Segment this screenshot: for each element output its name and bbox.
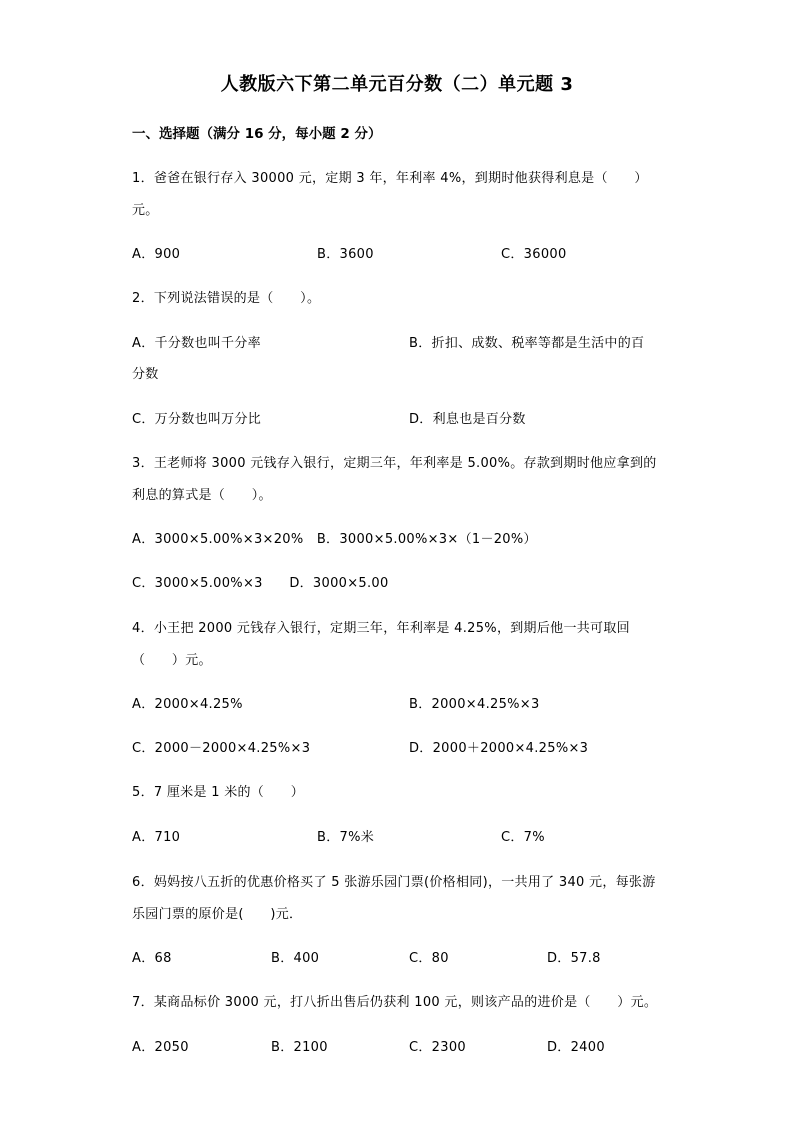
question-5-option-a: A．710: [132, 830, 181, 845]
question-4-option-d: D．2000＋2000×4.25%×3: [409, 741, 589, 756]
question-7-option-a: A．2050: [132, 1040, 189, 1055]
question-7-option-d: D．2400: [547, 1040, 605, 1055]
page-title: 人教版六下第二单元百分数（二）单元题 3: [220, 74, 574, 95]
question-2-option-c: C．万分数也叫万分比: [132, 412, 262, 427]
question-7-option-c: C．2300: [409, 1040, 466, 1055]
question-4-line-2: （ ）元。: [132, 653, 212, 668]
section-heading: 一、选择题（满分 16 分，每小题 2 分）: [132, 126, 382, 142]
question-7-line-1: 7．某商品标价 3000 元，打八折出售后仍获利 100 元，则该产品的进价是（ ）元。: [132, 995, 658, 1010]
question-2-line-1: 2．下列说法错误的是（ ）。: [132, 291, 321, 306]
question-6-option-d: D．57.8: [547, 951, 601, 966]
question-6-line-2: 乐园门票的原价是( )元．: [132, 907, 303, 922]
question-2-option-d: D．利息也是百分数: [409, 412, 526, 427]
question-3-options-ab: A．3000×5.00%×3×20% B．3000×5.00%×3×（1－20%）: [132, 532, 537, 547]
question-5-line-1: 5．7 厘米是 1 米的（ ）: [132, 785, 305, 800]
question-2-option-a: A．千分数也叫千分率: [132, 336, 261, 351]
question-4-option-b: B．2000×4.25%×3: [409, 697, 540, 712]
question-3-line-1: 3．王老师将 3000 元钱存入银行，定期三年，年利率是 5.00%。存款到期时他应拿到的: [132, 456, 657, 471]
question-1-line-1: 1．爸爸在银行存入 30000 元，定期 3 年，年利率 4%，到期时他获得利息是（ ）: [132, 171, 648, 186]
question-1-option-a: A．900: [132, 247, 181, 262]
question-1-option-b: B．3600: [317, 247, 374, 262]
question-4-line-1: 4．小王把 2000 元钱存入银行，定期三年，年利率是 4.25%，到期后他一共可取回: [132, 621, 630, 636]
question-1-line-2: 元。: [132, 203, 159, 218]
question-4-option-a: A．2000×4.25%: [132, 697, 243, 712]
question-2-option-b-cont: 分数: [132, 367, 159, 382]
question-6-line-1: 6．妈妈按八五折的优惠价格买了 5 张游乐园门票(价格相同)，一共用了 340 元，每张游: [132, 875, 656, 890]
question-7-option-b: B．2100: [271, 1040, 328, 1055]
question-3-line-2: 利息的算式是（ ）。: [132, 488, 272, 503]
question-6-option-b: B．400: [271, 951, 320, 966]
question-2-option-b: B．折扣、成数、税率等都是生活中的百: [409, 336, 645, 351]
question-5-option-b: B．7%米: [317, 830, 375, 845]
question-5-option-c: C．7%: [501, 830, 545, 845]
question-6-option-c: C．80: [409, 951, 449, 966]
question-6-option-a: A．68: [132, 951, 172, 966]
question-4-option-c: C．2000－2000×4.25%×3: [132, 741, 311, 756]
question-3-options-cd: C．3000×5.00%×3 D．3000×5.00: [132, 576, 389, 591]
question-1-option-c: C．36000: [501, 247, 567, 262]
